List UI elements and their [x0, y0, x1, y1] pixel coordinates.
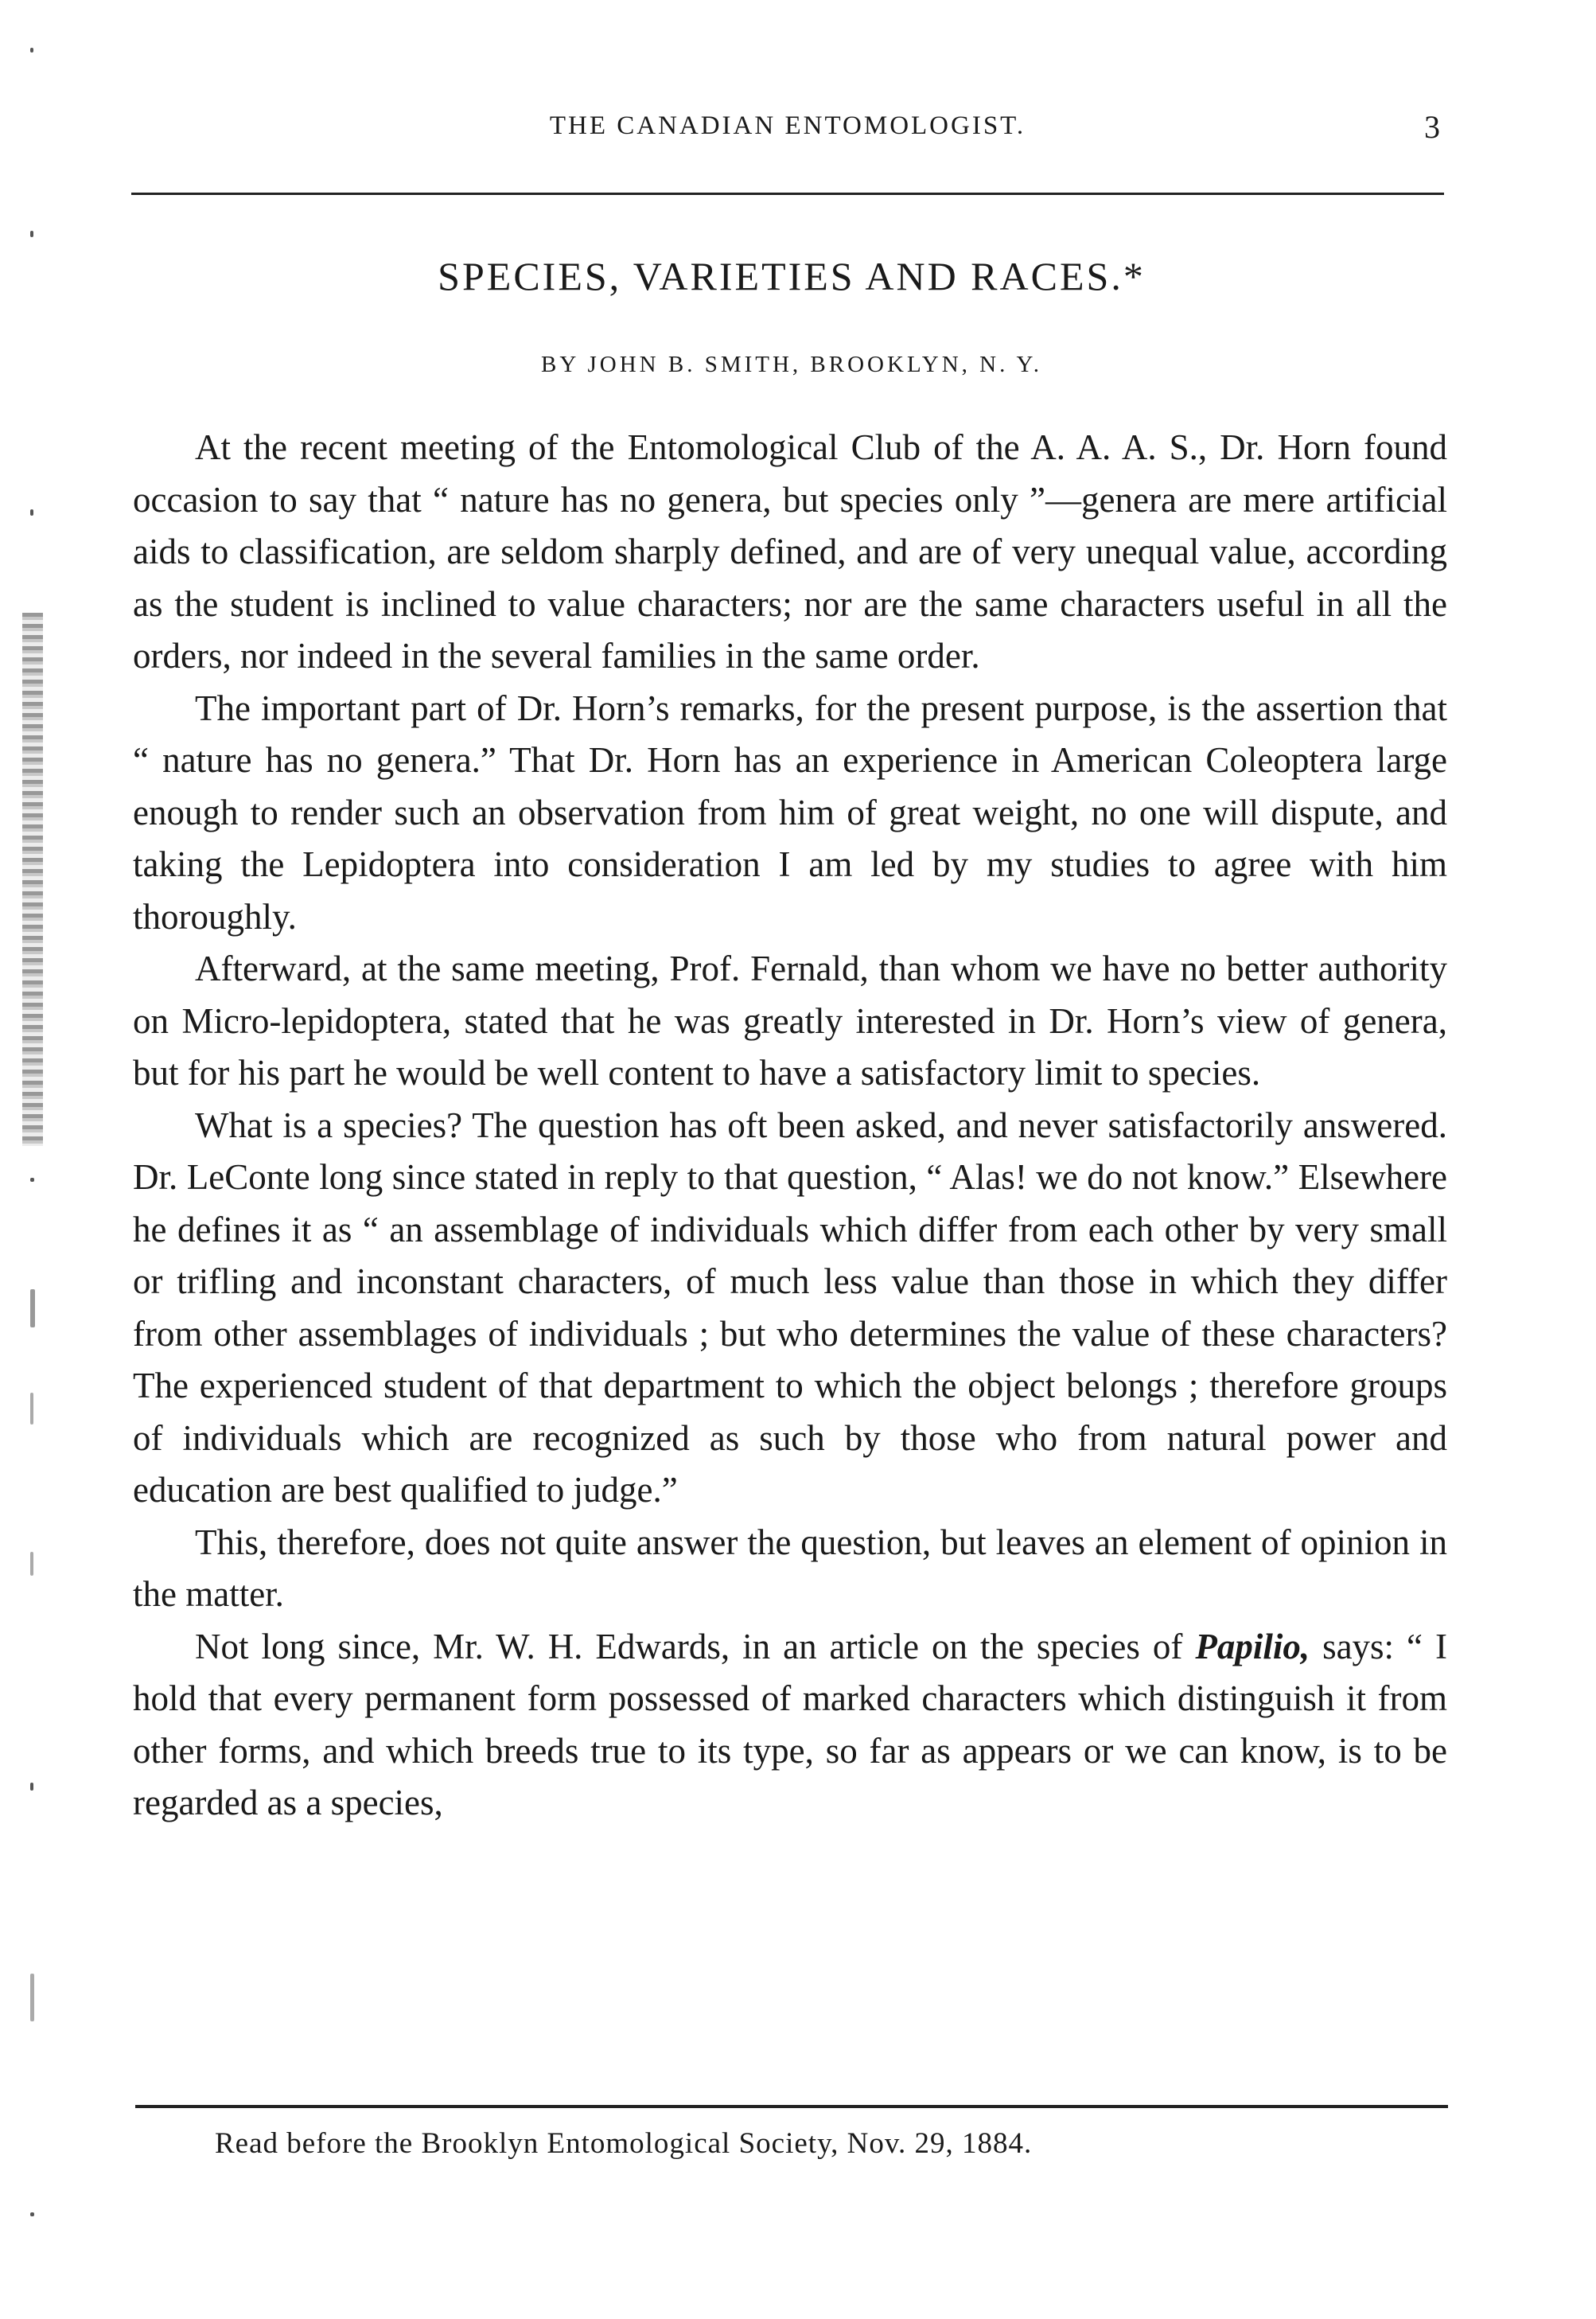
running-title: THE CANADIAN ENTOMOLOGIST.	[549, 111, 1026, 140]
paragraph-text: says: “ I hold that every permanent form possessed of marked characters which distinguish it from other forms, and which breeds true to its type, so far as appears or we can know, is to be regarded as a species,	[133, 1626, 1447, 1822]
scan-speck	[30, 1974, 34, 2021]
scan-speck	[30, 509, 33, 516]
scan-artifact	[22, 613, 43, 1146]
paragraph: At the recent meeting of the Entomological Club of the A. A. A. S., Dr. Horn found occasion to say that “ nature has no genera, but species only ”—genera are mere artificial aids to classification, are seldom sharply defined, and are of very unequal value, according as the student is inclined to value characters; nor are the same characters useful in all the orders, nor indeed in the several families in the same order.	[133, 427, 1447, 676]
paragraph-text: Not long since, Mr. W. H. Edwards, in an article on the species of	[195, 1626, 1196, 1666]
footnote-rule	[135, 2105, 1448, 2108]
scan-speck	[30, 1289, 35, 1327]
article-byline: BY JOHN B. SMITH, BROOKLYN, N. Y.	[541, 352, 1042, 377]
scan-speck	[30, 1178, 34, 1182]
article-title: SPECIES, VARIETIES AND RACES.*	[438, 254, 1146, 298]
page-number: 3	[1424, 109, 1440, 145]
paragraph: Afterward, at the same meeting, Prof. Fernald, than whom we have no better authority on Micro-lepidoptera, stated that he was greatly interested in Dr. Horn’s view of genera, but for his part he would be well content to have a satisfactory limit to species.	[133, 949, 1447, 1093]
paragraph: This, therefore, does not quite answer the question, but leaves an element of opinion in the matter.	[133, 1522, 1447, 1614]
scan-speck	[30, 2212, 34, 2216]
footnote: Read before the Brooklyn Entomological Society, Nov. 29, 1884.	[215, 2127, 1033, 2160]
scan-speck	[30, 1393, 33, 1425]
running-header	[135, 111, 1440, 151]
paragraph: The important part of Dr. Horn’s remarks, for the present purpose, is the assertion that “ nature has no genera.” That Dr. Horn has an experience in American Coleoptera large enough to render such an observation from him of great weight, no one will dispute, and taking the Lepidoptera into consideration I am led by my studies to agree with him thoroughly.	[133, 688, 1447, 937]
scan-speck	[30, 48, 33, 53]
scan-speck	[30, 231, 33, 237]
genus-name-italic: Papilio,	[1195, 1626, 1310, 1666]
paragraph: What is a species? The question has oft been asked, and never satisfactorily answered. Dr. LeConte long since stated in reply to that question, “ Alas! we do not know.” Elsewhere he defines it as “ an assemblage of individuals which differ from each other by very small or trifling and inconstant characters, of much less value than those in which they differ from other assemblages of individuals ; but who determines the value of these characters? The experienced student of that department to which the object belongs ; therefore groups of individuals which are recognized as such by those who from natural power and education are best qualified to judge.”	[133, 1105, 1447, 1510]
scan-speck	[30, 1552, 33, 1576]
header-rule	[131, 193, 1444, 195]
article-body	[133, 422, 1447, 1830]
paragraph	[133, 1621, 1447, 1830]
scan-speck	[30, 1783, 33, 1791]
